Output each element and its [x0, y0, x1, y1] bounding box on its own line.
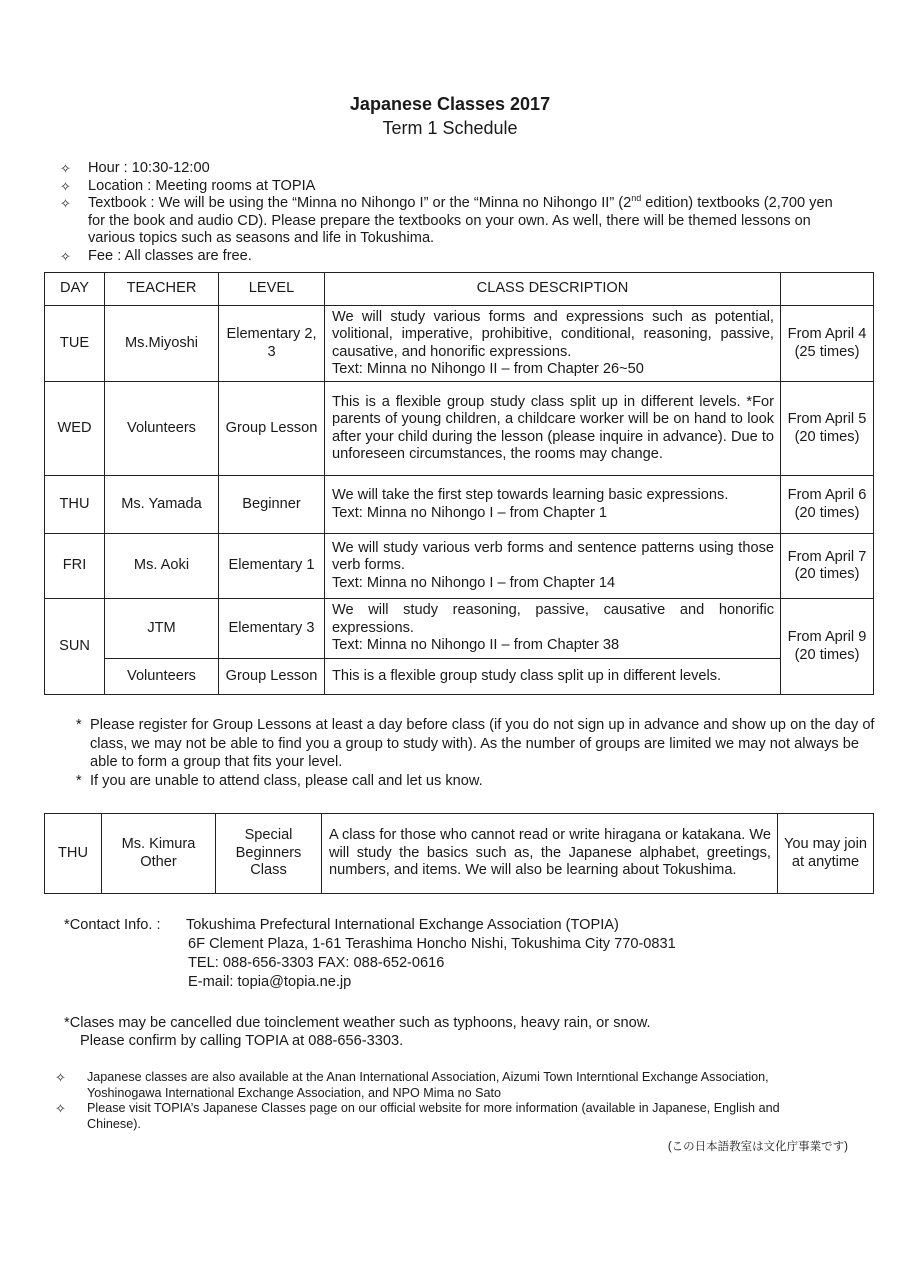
table-row: [45, 476, 874, 534]
cell-level: Elementary 3: [219, 599, 325, 659]
document-title: Japanese Classes 2017: [349, 94, 551, 114]
header-level: LEVEL: [219, 273, 325, 306]
schedule-table: [44, 272, 874, 695]
cell-description: We will study reasoning, passive, causative and honorific expressions. Text: Minna no Nihongo II – from Chapter 38: [325, 599, 781, 659]
table-row: [45, 814, 874, 894]
cell-teacher: Ms. Aoki: [105, 534, 219, 599]
special-class-table: [44, 813, 874, 894]
cell-description: We will study various forms and expressions such as potential, volitional, imperative, prohibitive, conditional, reasoning, passive, causative, and honorific expressions. Text: Minna no Nihongo II – from Chapter 26~50: [325, 306, 781, 382]
diamond-star-icon: ✧: [55, 1101, 66, 1116]
diamond-star-icon: ✧: [60, 248, 71, 264]
info-item-fee: ✧ Fee : All classes are free.: [60, 247, 252, 264]
cell-teacher: Ms.Miyoshi: [105, 306, 219, 382]
contact-org: Tokushima Prefectural International Exchange Association (TOPIA): [186, 917, 619, 933]
cell-description: We will take the first step towards learning basic expressions. Text: Minna no Nihongo I – from Chapter 1: [325, 476, 781, 534]
cell-dates: From April 7 (20 times): [781, 534, 874, 599]
cancellation-note: *Clases may be cancelled due toinclement weather such as typhoons, heavy rain, or snow. Please confirm by calling TOPIA at 088-656-3303.: [64, 1015, 651, 1049]
cell-level: Group Lesson: [219, 382, 325, 476]
diamond-star-icon: ✧: [60, 161, 71, 176]
info-list: [60, 160, 850, 265]
cell-day: THU: [45, 476, 105, 534]
contact-info: [64, 916, 864, 992]
cell-teacher: Ms. Yamada: [105, 476, 219, 534]
cell-dates: From April 9 (20 times): [781, 599, 874, 695]
asterisk-icon: *: [64, 1015, 70, 1031]
header-description: CLASS DESCRIPTION: [325, 273, 781, 306]
table-row: [45, 382, 874, 476]
diamond-star-icon: ✧: [60, 178, 71, 194]
header-dates: [781, 273, 874, 306]
cell-day: THU: [45, 814, 102, 894]
note-item: * If you are unable to attend class, please call and let us know.: [76, 772, 483, 789]
cell-day: WED: [45, 382, 105, 476]
footer-item: ✧ Japanese classes are also available at the Anan International Association, Aizumi Town Interntional Exchange Association, Yoshinogawa International Exchange Association, and NPO Mima no Sato: [55, 1070, 769, 1100]
table-row: [45, 659, 874, 695]
cell-teacher: Volunteers: [105, 659, 219, 695]
cell-level: Elementary 1: [219, 534, 325, 599]
contact-email[interactable]: E-mail: topia@topia.ne.jp: [188, 974, 352, 990]
info-item-textbook: ✧ Textbook : We will be using the “Minna no Nihongo I” or the “Minna no Nihongo II” (2nd edition) textbooks (2,700 yen for the book and audio CD). Please prepare the textbooks on your own. As well, there will be themed lessons on various topics such as seasons and life in Tokushima.: [60, 193, 833, 246]
header-teacher: TEACHER: [105, 273, 219, 306]
footer-item: ✧ Please visit TOPIA’s Japanese Classes page on our official website for more information (available in Japanese, English and Chinese).: [55, 1101, 780, 1131]
cell-dates: You may join at anytime: [778, 814, 874, 894]
cell-dates: From April 5 (20 times): [781, 382, 874, 476]
cell-level: Group Lesson: [219, 659, 325, 695]
contact-label: Contact Info. :: [69, 917, 161, 933]
cell-day: TUE: [45, 306, 105, 382]
cell-level: Beginner: [219, 476, 325, 534]
cell-level: Special Beginners Class: [216, 814, 322, 894]
info-item-location: ✧ Location : Meeting rooms at TOPIA: [60, 177, 316, 194]
cell-dates: From April 4 (25 times): [781, 306, 874, 382]
note-item: * Please register for Group Lessons at least a day before class (if you do not sign up in advance and show up on the day of class, we may not be able to find you a group to study with). As the number of groups are limited we may not always be able to form a group that fits your level.: [76, 717, 875, 770]
diamond-star-icon: ✧: [60, 196, 71, 211]
cell-description: We will study various verb forms and sentence patterns using those verb forms. Text: Minna no Nihongo I – from Chapter 14: [325, 534, 781, 599]
table-header-row: [45, 273, 874, 306]
registration-notes: [76, 716, 876, 790]
document-subtitle: Term 1 Schedule: [382, 118, 518, 138]
header-day: DAY: [45, 273, 105, 306]
asterisk-icon: *: [64, 917, 70, 933]
cell-dates: From April 6 (20 times): [781, 476, 874, 534]
contact-address: 6F Clement Plaza, 1-61 Terashima Honcho Nishi, Tokushima City 770-0831: [188, 936, 676, 952]
asterisk-icon: *: [76, 772, 82, 789]
cell-day: SUN: [45, 599, 105, 695]
table-row: [45, 599, 874, 659]
asterisk-icon: *: [76, 717, 82, 733]
footer-notes: [55, 1070, 835, 1132]
diamond-star-icon: ✧: [55, 1070, 66, 1085]
cell-teacher: Ms. Kimura Other: [102, 814, 216, 894]
table-row: [45, 534, 874, 599]
table-row: [45, 306, 874, 382]
cell-day: FRI: [45, 534, 105, 599]
cell-description: A class for those who cannot read or write hiragana or katakana. We will study the basics such as, the Japanese alphabet, greetings, numbers, and items. We will also be learning about Tokushima.: [322, 814, 778, 894]
cell-teacher: Volunteers: [105, 382, 219, 476]
contact-phone: TEL: 088-656-3303 FAX: 088-652-0616: [188, 955, 445, 971]
cell-level: Elementary 2, 3: [219, 306, 325, 382]
cell-description: This is a flexible group study class split up in different levels. *For parents of young children, a childcare worker will be on hand to look after your child during the lesson (please inquire in advance). Due to unforeseen circumstances, the rooms may change.: [325, 382, 781, 476]
info-item-hour: ✧ Hour : 10:30-12:00: [60, 160, 210, 176]
agency-note: (この日本語教室は文化庁事業です): [667, 1141, 848, 1153]
cell-teacher: JTM: [105, 599, 219, 659]
cell-description: This is a flexible group study class split up in different levels.: [325, 659, 781, 695]
